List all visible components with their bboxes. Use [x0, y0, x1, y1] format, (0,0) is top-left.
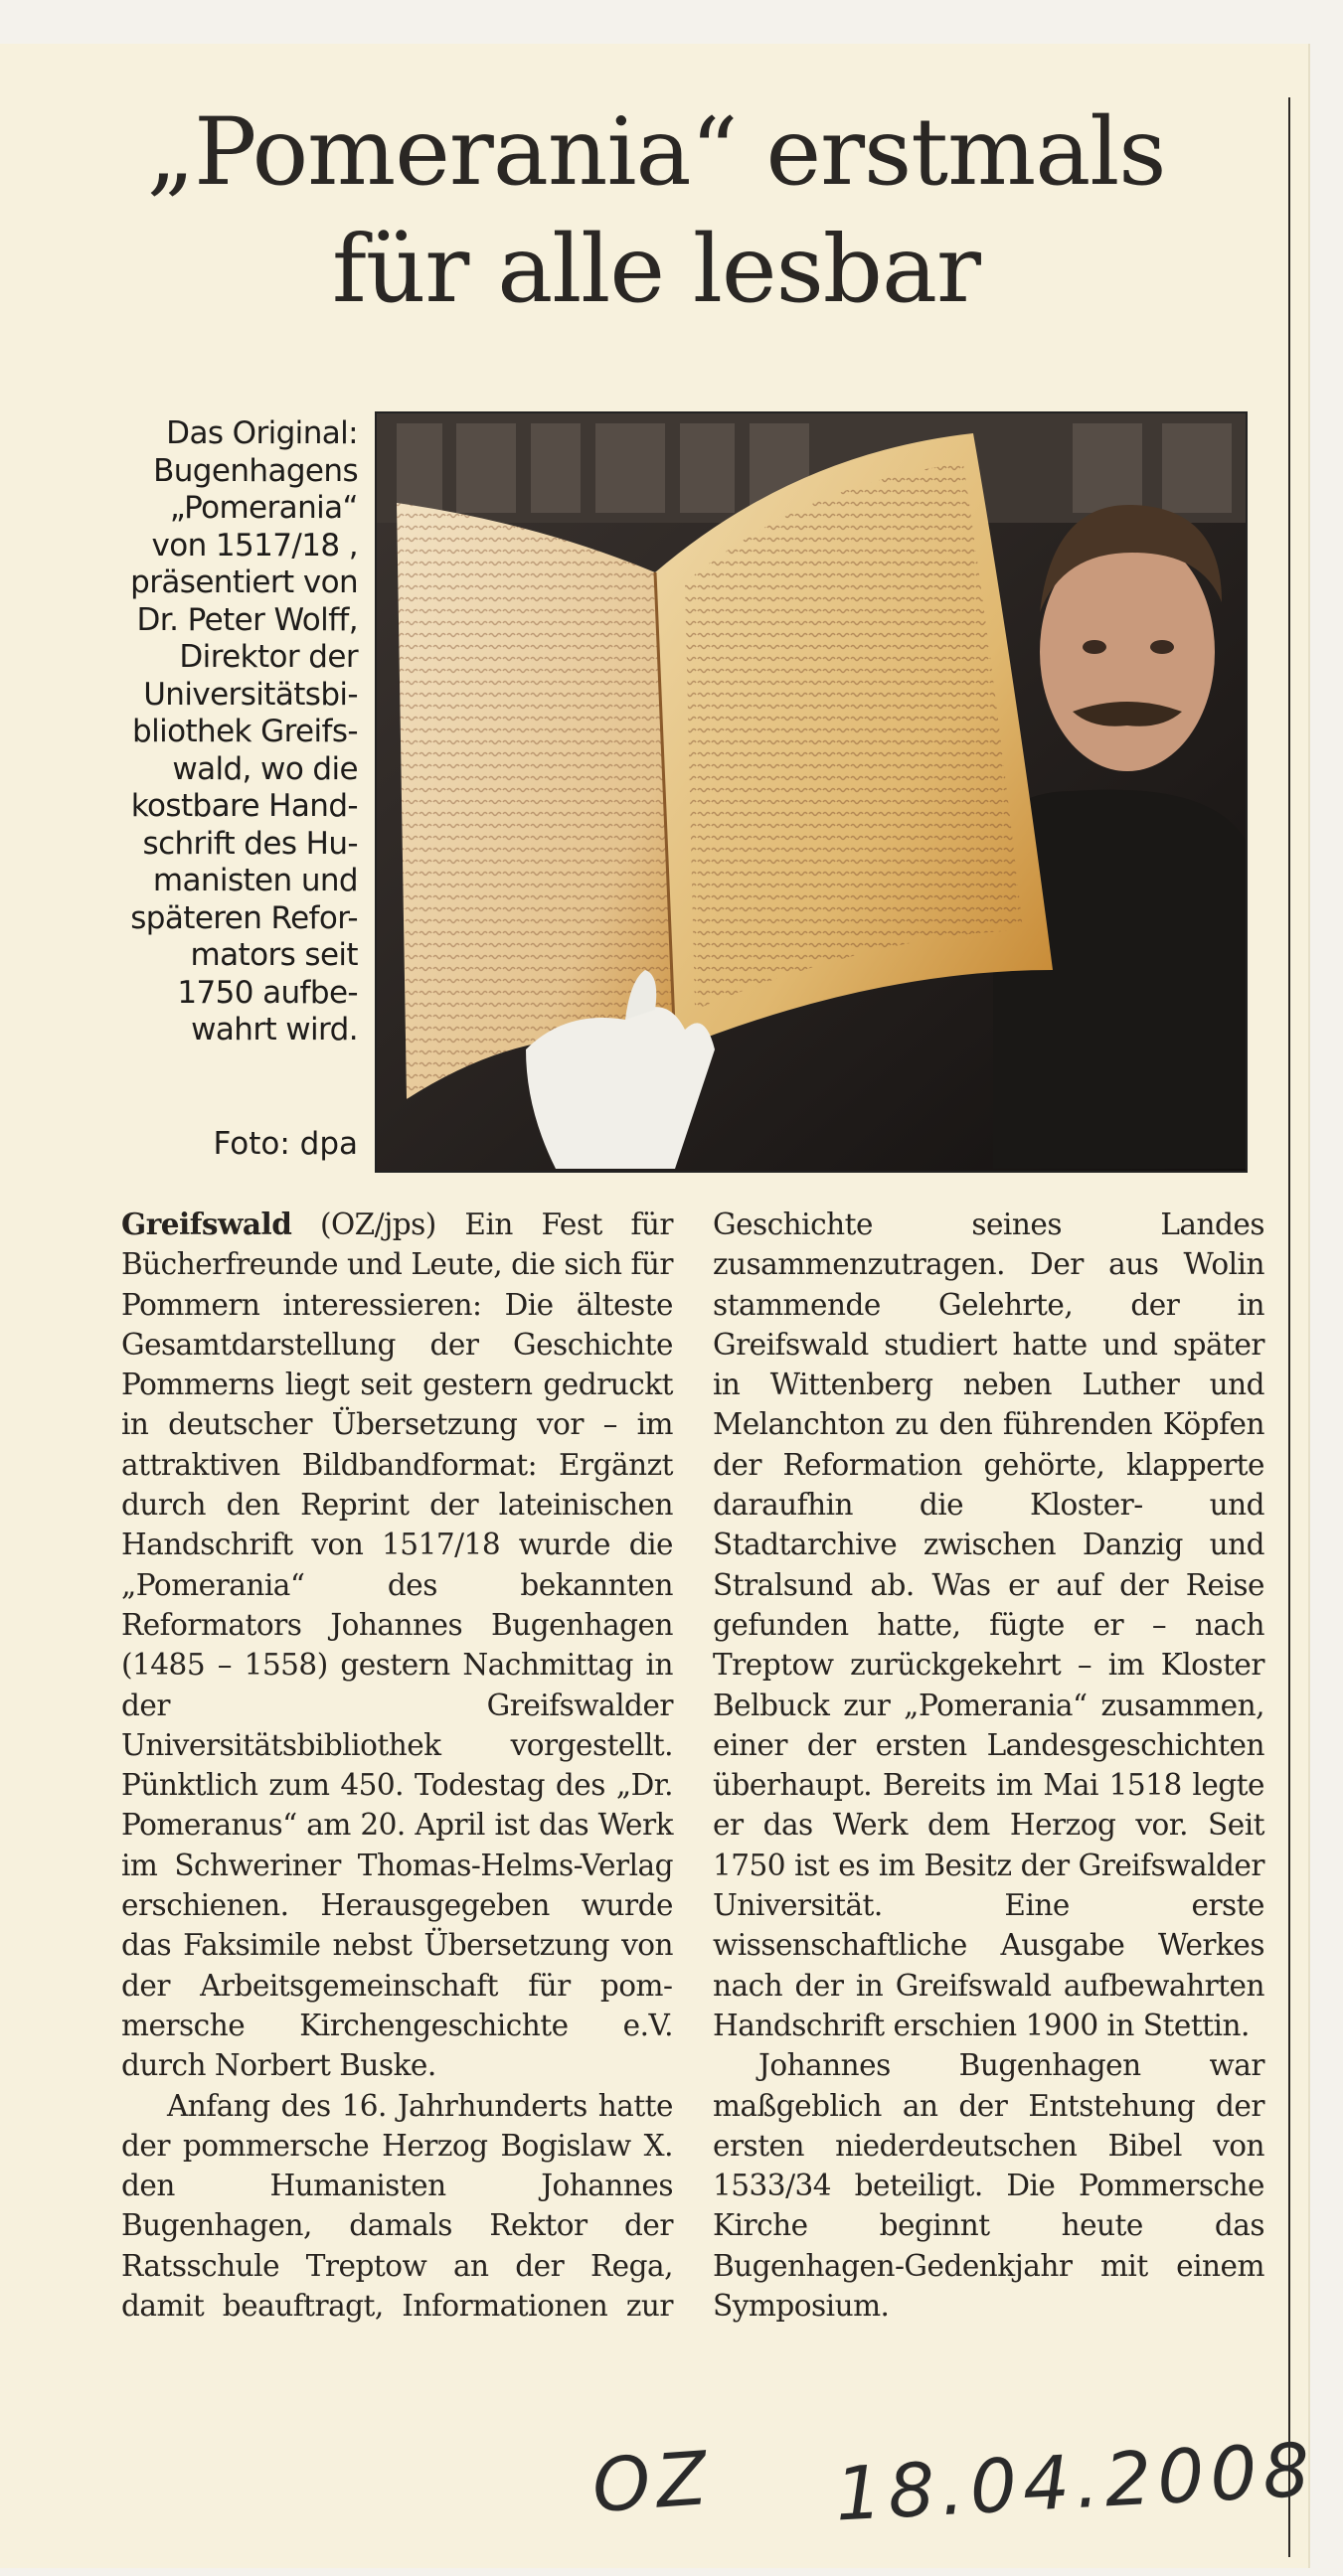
- caption-line: wahrt wird.: [191, 1012, 358, 1047]
- column-rule: [1288, 97, 1290, 2557]
- paragraph-1-text: (OZ/jps) Ein Fest für Bücherfreunde und Leute, die sich für Pommern interessieren: Die älteste Gesamtdarstellung der Geschichte Pommerns liegt seit gestern gedruckt in deutscher Übersetzung vor – im attraktiven Bildbandformat: Ergänzt durch den Reprint der lateinischen Handschrift von 1517/18 wurde die „Pomerania“ des bekannten Reformators Johannes Bugenhagen (1485 – 1558) gestern Nachmittag in der Greifswalder Universitätsbibliothek vorgestellt. Pünktlich zum 450. Todestag des „Dr. Pomeranus“ am 20. April ist das Werk im Schweriner Thomas-Helms-Verlag erschienen. Herausgegeben wurde das Faksimile nebst Übersetzung von der Arbeitsgemeinschaft für pommersche Kirchengeschichte e.V. durch Norbert Buske.: [121, 1208, 673, 2083]
- caption-line: Universitätsbi-: [143, 676, 358, 713]
- caption-line: wald, wo die: [172, 750, 358, 787]
- caption-line: von 1517/18 ,: [151, 527, 358, 564]
- handwritten-date: 18.04.2008: [833, 2427, 1318, 2538]
- caption-line: präsentiert von: [130, 564, 358, 600]
- article-body: [121, 1205, 1264, 2326]
- caption-line: bliothek Greifs-: [132, 714, 358, 749]
- photo-credit: Foto: dpa: [213, 1126, 358, 1162]
- headline-line-1: „Pomerania“ erstmals: [146, 98, 1166, 207]
- article-paragraph-1: [121, 1205, 673, 2086]
- article-paragraph-2: Anfang des 16. Jahrhunderts hatte der pommersche Herzog Bogislaw X. den Humanisten Johannes Bugenhagen, damals Rektor der Ratsschule Treptow an der Rega, damit beauftragt, Informationen zur Geschichte seines Landes zusammenzutragen. Der aus Wolin stammende Gelehrte, der in Greifswald studiert hatte und später in Wittenberg neben Luther und Melanchton zu den führenden Köpfen der Reformation gehörte, klapperte daraufhin die Kloster- und Stadtarchive zwischen Danzig und Stralsund ab. Was er auf der Reise gefunden hatte, fügte er – nach Treptow zurückgekehrt – im Kloster Belbuck zur „Pomerania“ zusammen, einer der ersten Landesgeschichten überhaupt. Bereits im Mai 1518 legte er das Werk dem Herzog vor. Seit 1750 ist es im Besitz der Greifswalder Universität. Eine erste wissenschaftliche Ausgabe Werkes nach der in Greifswald aufbewahrten Handschrift erschien 1900 in Stettin.: [121, 1208, 1264, 2324]
- caption-line: späteren Refor-: [130, 899, 358, 936]
- caption-line: manisten und: [152, 863, 358, 898]
- dateline: Greifswald: [121, 1207, 292, 1241]
- manuscript-photo-illustration: [377, 413, 1246, 1171]
- caption-line: mators seit: [190, 937, 358, 973]
- caption-line: Direktor der: [179, 639, 358, 675]
- caption-line: Dr. Peter Wolff,: [136, 601, 358, 638]
- caption-line: kostbare Hand-: [130, 788, 358, 824]
- caption-line: 1750 aufbe-: [177, 974, 358, 1011]
- article-photo: [375, 411, 1248, 1173]
- caption-line: Bugenhagens: [153, 452, 358, 489]
- photo-caption: [91, 415, 358, 1049]
- article-headline: [80, 94, 1233, 329]
- handwritten-source: OZ: [589, 2435, 716, 2530]
- caption-line: „Pomerania“: [169, 490, 358, 526]
- headline-line-2: für alle lesbar: [332, 216, 980, 324]
- article-paragraph-3: Johannes Bugenhagen war maßgeblich an der Entstehung der ersten niederdeutschen Bibel von 1533/34 beteiligt. Die Pommersche Kirche beginnt heute das Bugenhagen-Gedenkjahr mit einem Symposium.: [713, 2048, 1264, 2324]
- caption-line: Das Original:: [166, 415, 358, 451]
- caption-line: schrift des Hu-: [142, 825, 358, 862]
